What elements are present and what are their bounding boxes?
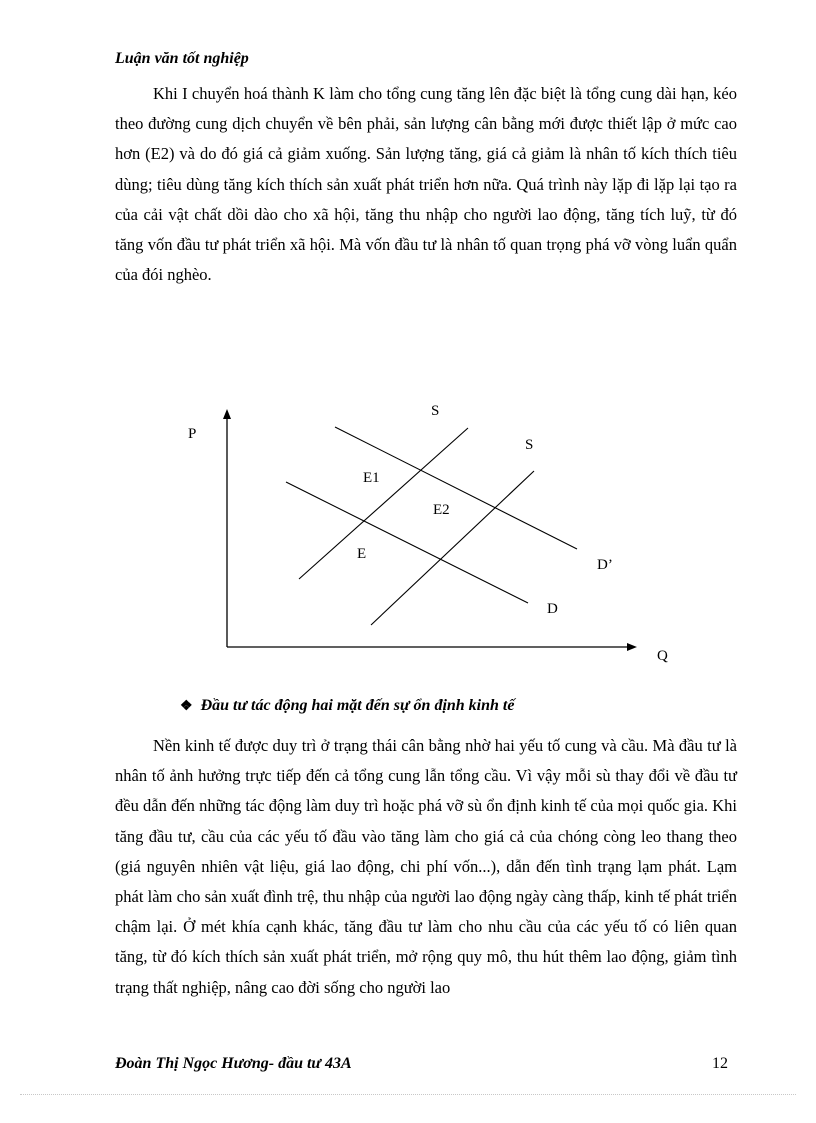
axis-label-p: P [188, 426, 197, 442]
axis-label-q: Q [657, 648, 668, 664]
demand-curve-d-prime [335, 427, 577, 549]
supply-curve-s2 [371, 471, 534, 625]
x-axis-arrow [627, 643, 637, 651]
subheading-text: Đầu tư tác động hai mặt đến sự ổn định kinh tế [200, 697, 515, 714]
label-e: E [357, 546, 367, 562]
diamond-bullet-icon: ❖ [180, 699, 193, 714]
body-paragraph-2 [115, 731, 737, 1003]
label-e2: E2 [433, 502, 450, 518]
footer-author: Đoàn Thị Ngọc Hương- đầu tư 43A [115, 1055, 352, 1072]
footer-page-number: 12 [712, 1055, 728, 1072]
section-subheading [180, 697, 514, 715]
body-paragraph-1 [115, 79, 737, 290]
demand-curve-d [286, 482, 528, 603]
page-bottom-divider [20, 1094, 796, 1095]
paragraph-2-text: Nền kinh tế được duy trì ở trạng thái cân bằng nhờ hai yếu tố cung và cầu. Mà đầu tư là nhân tố ảnh hưởng trực tiếp đến cả tổng cung lẫn tổng cầu. Vì vậy mỗi sù thay đổi về đầu tư đều dẫn đến những tác động làm duy trì hoặc phá vỡ sù ổn định kinh tế của mọi quốc gia. Khi tăng đầu tư, cầu của các yếu tố đầu vào tăng làm cho giá cả của chóng còng leo thang theo (giá nguyên nhiên vật liệu, giá lao động, chi phí vốn...), dẫn đến tình trạng lạm phát. Lạm phát làm cho sản xuất đình trệ, thu nhập của người lao động ngày càng thấp, kinh tế phát triển chậm lại. Ở mét khía cạnh khác, tăng đầu tư làm cho nhu cầu của các yếu tố có liên quan tăng, từ đó kích thích sản xuất phát triển, mở rộng quy mô, thu hút thêm lao động, giảm tình trạng thất nghiệp, nâng cao đời sống cho người lao [115, 736, 737, 997]
label-d: D [547, 601, 558, 617]
label-e1: E1 [363, 470, 380, 486]
label-d-prime: D’ [597, 557, 613, 573]
paragraph-1-text: Khi I chuyển hoá thành K làm cho tổng cung tăng lên đặc biệt là tổng cung dài hạn, kéo theo đường cung dịch chuyển về bên phải, sản lượng cân bằng mới được thiết lập ở mức cao hơn (E2) và do đó giá cả giảm xuống. Sản lượng tăng, giá cả giảm là nhân tố kích thích tiêu dùng; tiêu dùng tăng kích thích sản xuất phát triển hơn nữa. Quá trình này lặp đi lặp lại tạo ra của cải vật chất dồi dào cho xã hội, tăng thu nhập cho người lao động, tăng tích luỹ, từ đó tăng vốn đầu tư phát triển xã hội. Mà vốn đầu tư là nhân tố quan trọng phá vỡ vòng luẩn quẩn của đói nghèo. [115, 84, 737, 285]
page-header-title: Luận văn tốt nghiệp [115, 50, 249, 67]
label-s2: S [525, 437, 534, 453]
supply-demand-diagram [180, 395, 680, 675]
label-s1: S [431, 403, 440, 419]
y-axis-arrow [223, 409, 231, 419]
